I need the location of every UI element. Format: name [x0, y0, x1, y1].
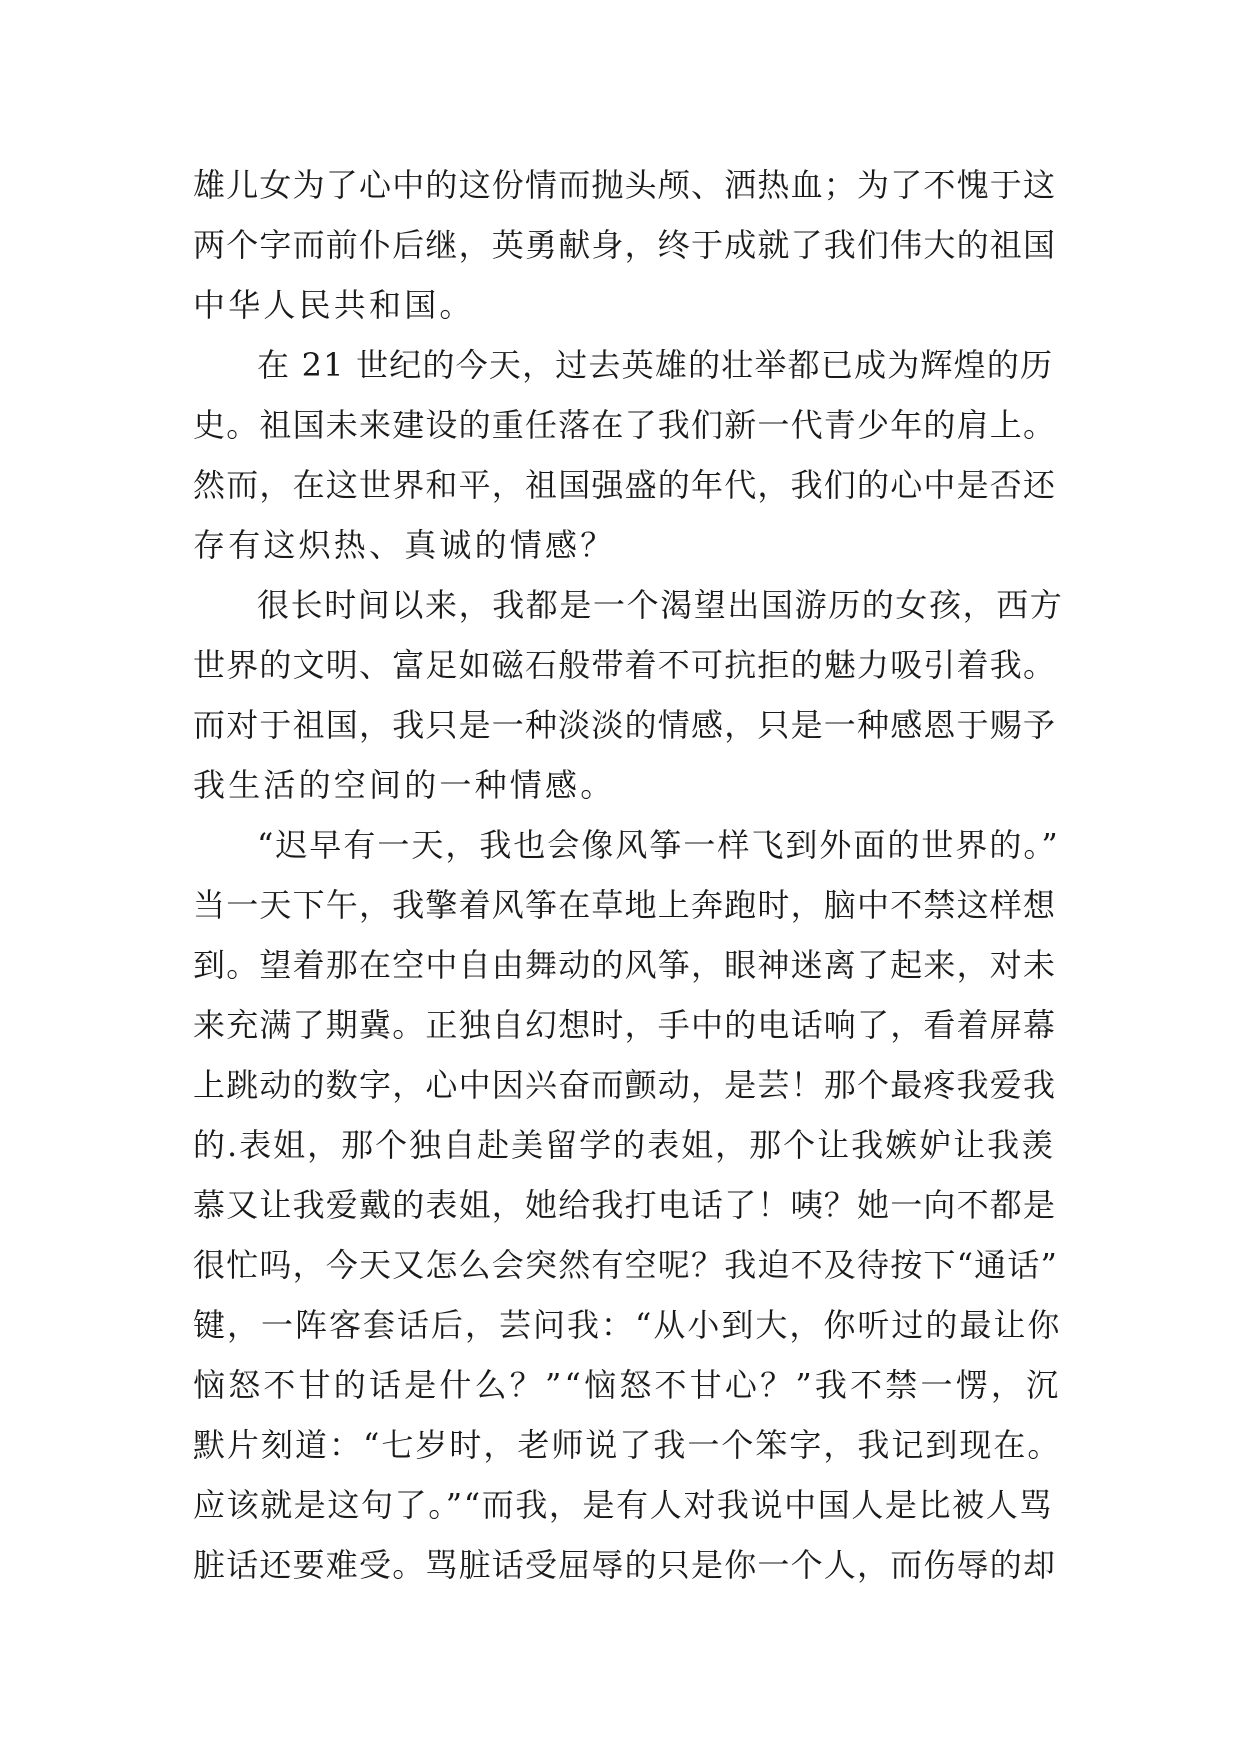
- text-line-5: 史。祖国未来建设的重任落在了我们新一代青少年的肩上。: [193, 406, 1057, 444]
- text-line-4: 在 21 世纪的今天，过去英雄的壮举都已成为辉煌的历: [257, 346, 1054, 384]
- text-line-22: 默片刻道：“七岁时，老师说了我一个笨字，我记到现在。: [193, 1426, 1062, 1464]
- text-line-17: 的.表姐，那个独自赴美留学的表姐，那个让我嫉妒让我羡: [193, 1126, 1056, 1164]
- text-line-16: 上跳动的数字，心中因兴奋而颤动，是芸！那个最疼我爱我: [193, 1066, 1057, 1104]
- body-text: [193, 155, 1063, 1595]
- text-line-18: 慕又让我爱戴的表姐，她给我打电话了！咦？她一向不都是: [193, 1186, 1057, 1224]
- text-line-6: 然而，在这世界和平，祖国强盛的年代，我们的心中是否还: [193, 466, 1057, 504]
- text-line-14: 到。望着那在空中自由舞动的风筝，眼神迷离了起来，对未: [193, 946, 1057, 984]
- text-line-24: 脏话还要难受。骂脏话受屈辱的只是你一个人，而伤辱的却: [193, 1546, 1057, 1584]
- text-line-21: 恼怒不甘的话是什么？”“恼怒不甘心？”我不禁一愣，沉: [193, 1366, 1062, 1404]
- text-line-11: 我生活的空间的一种情感。: [193, 766, 616, 804]
- text-line-15: 来充满了期冀。正独自幻想时，手中的电话响了，看着屏幕: [193, 1006, 1057, 1044]
- text-line-20: 键，一阵客套话后，芸问我：“从小到大，你听过的最让你: [193, 1306, 1062, 1344]
- text-line-2: 两个字而前仆后继，英勇献身，终于成就了我们伟大的祖国: [193, 226, 1057, 264]
- text-line-19: 很忙吗，今天又怎么会突然有空呢？我迫不及待按下“通话”: [193, 1246, 1059, 1284]
- text-line-12: “迟早有一天，我也会像风筝一样飞到外面的世界的。”: [257, 826, 1060, 864]
- text-line-13: 当一天下午，我擎着风筝在草地上奔跑时，脑中不禁这样想: [193, 886, 1057, 924]
- text-line-3: 中华人民共和国。: [193, 286, 475, 324]
- text-line-23: 应该就是这句了。”“而我，是有人对我说中国人是比被人骂: [193, 1486, 1053, 1524]
- text-line-1: 雄儿女为了心中的这份情而抛头颅、洒热血；为了不愧于这: [193, 166, 1057, 204]
- text-line-8: 很长时间以来，我都是一个渴望出国游历的女孩，西方: [257, 586, 1064, 624]
- text-line-9: 世界的文明、富足如磁石般带着不可抗拒的魅力吸引着我。: [193, 646, 1057, 684]
- text-line-10: 而对于祖国，我只是一种淡淡的情感，只是一种感恩于赐予: [193, 706, 1057, 744]
- text-line-7: 存有这炽热、真诚的情感？: [193, 526, 616, 564]
